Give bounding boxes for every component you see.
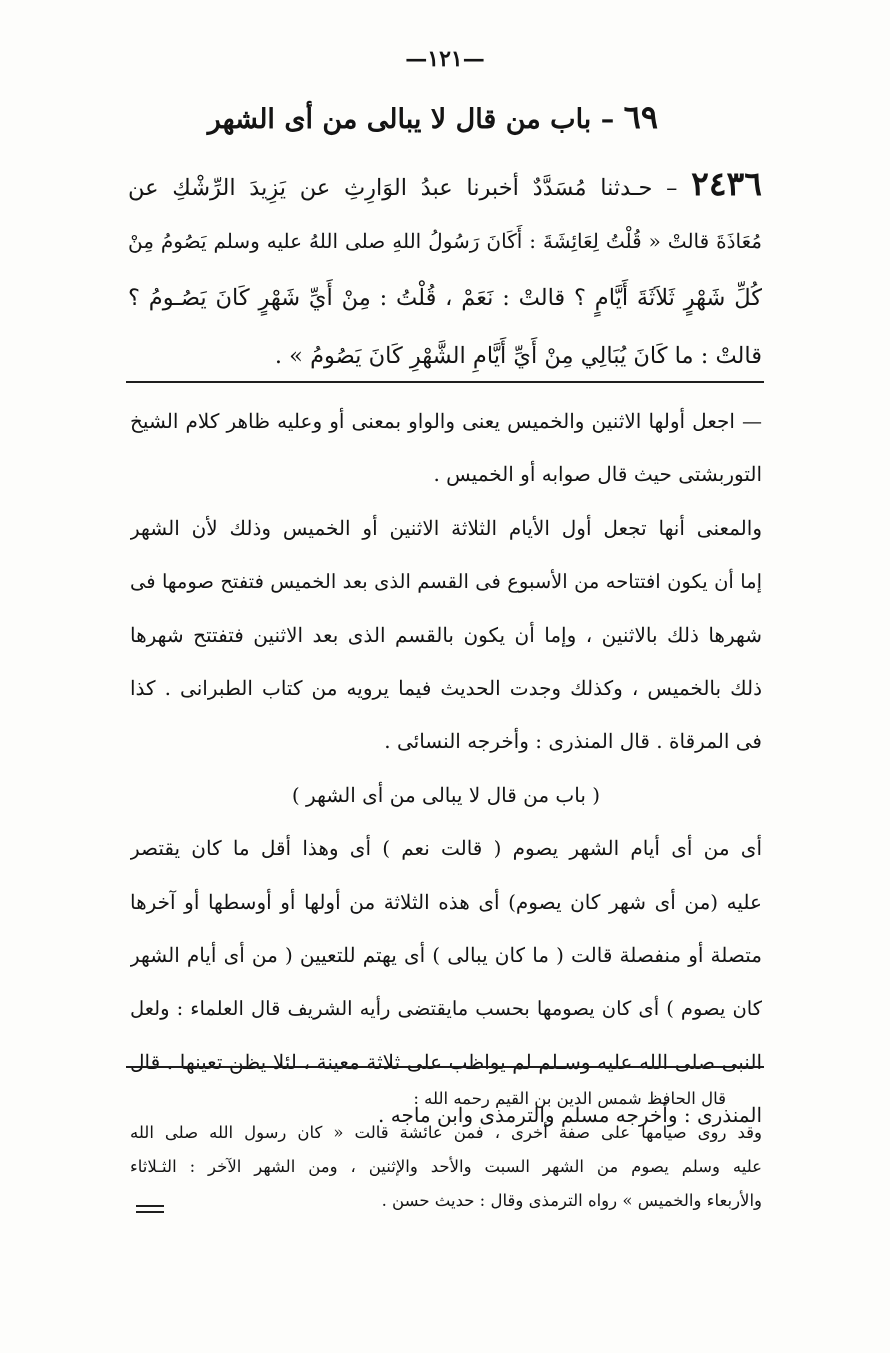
footnote-line: وقد روى صيامها على صفة أخرى ، فمن عائشة قالت « كان رسول الله صلى الله (130, 1123, 762, 1142)
commentary-line: إما أن يكون افتتاحه من الأسبوع فى القسم الذى بعد الخميس فتفتح صومها فى (130, 570, 762, 594)
hadith-text (128, 155, 762, 385)
footnote-line: قال الحافظ شمس الدين بن القيم رحمه الله : (413, 1089, 726, 1108)
commentary-subheading: ( باب من قال لا يبالى من أى الشهر ) (291, 782, 601, 807)
commentary-line: والمعنى أنها تجعل أول الأيام الثلاثة الاثنين أو الخميس وذلك لأن الشهر (130, 515, 762, 540)
chapter-heading (207, 98, 658, 136)
commentary-line: كان يصوم ) أى كان يصومها بحسب مايقتضى رأيه الشريف قال العلماء : ولعل (130, 997, 762, 1021)
commentary-line: — اجعل أولها الاثنين والخميس يعنى والواو بمعنى أو وعليه ظاهر كلام الشيخ (130, 409, 762, 433)
footnote-divider (126, 1066, 764, 1068)
commentary-line: عليه (من أى شهر كان يصوم) أى هذه الثلاثة من أولها أو أوسطها أو آخرها (130, 889, 762, 914)
commentary-line: المنذرى : وأخرجه مسلم والترمذى وابن ماجه . (378, 1103, 762, 1128)
end-mark-icon (136, 1205, 164, 1213)
chapter-number: ٦٩ (623, 98, 658, 136)
footnote-line: عليه وسلم يصوم من الشهر السبت والأحد والإثنين ، ومن الشهر الآخر : الثـلاثاء (130, 1157, 762, 1176)
hadith-number: ٢٤٣٦ (691, 164, 762, 203)
hadith-line (128, 155, 762, 213)
commentary-line: النبى صلى الله عليه وسـلم لم يواظب على ثلاثة معينة ، لئلا يظن تعينها . قال (130, 1049, 762, 1074)
footnote-line: والأربعاء والخميس » رواه الترمذى وقال : حديث حسن . (381, 1191, 762, 1210)
hadith-line-text: – حـدثنا مُسَدَّدٌ أخبرنا عبدُ الوَارِثِ عن يَزِيدَ الرِّشْكِ عن (128, 175, 678, 201)
hadith-line: مُعَاذَةَ قالتْ « قُلْتُ لِعَائِشَةَ : أَكَانَ رَسُولُ اللهِ صلى اللهُ عليه وسلم يَصُومُ مِنْ (128, 228, 762, 253)
footnote-text (130, 1082, 762, 1218)
page-number: —١٢١— (405, 46, 485, 72)
hadith-line: كُلِّ شَهْرٍ ثَلاَثَةَ أَيَّامٍ ؟ قالتْ : نَعَمْ ، قُلْتُ : مِنْ أَيِّ شَهْرٍ كَانَ يَصُـومُ ؟ (128, 285, 762, 311)
commentary-line: التوربشتى حيث قال صوابه أو الخميس . (433, 462, 762, 487)
hadith-line: قالتْ : ما كَانَ يُبَالِي مِنْ أَيِّ أَيَّامِ الشَّهْرِ كَانَ يَصُومُ » . (274, 342, 762, 369)
commentary-line: فى المرقاة . قال المنذرى : وأخرجه النسائى . (384, 729, 762, 754)
commentary-line: شهرها ذلك بالاثنين ، وإما أن يكون بالقسم الذى بعد الاثنين فتفتتح شهرها (130, 622, 762, 647)
commentary-line: ذلك بالخميس ، وكذلك وجدت الحديث فيما يرويه من كتاب الطبرانى . كذا (130, 675, 762, 700)
commentary-line: متصلة أو منفصلة قالت ( ما كان يبالى ) أى يهتم للتعيين ( من أى أيام الشهر (130, 942, 762, 967)
chapter-title: – باب من قال لا يبالى من أى الشهر (207, 104, 615, 135)
commentary-line: أى من أى أيام الشهر يصوم ( قالت نعم ) أى وهذا أقل ما كان يقتصر (130, 836, 762, 861)
hadith-divider (126, 381, 764, 383)
commentary-text (130, 395, 762, 1142)
